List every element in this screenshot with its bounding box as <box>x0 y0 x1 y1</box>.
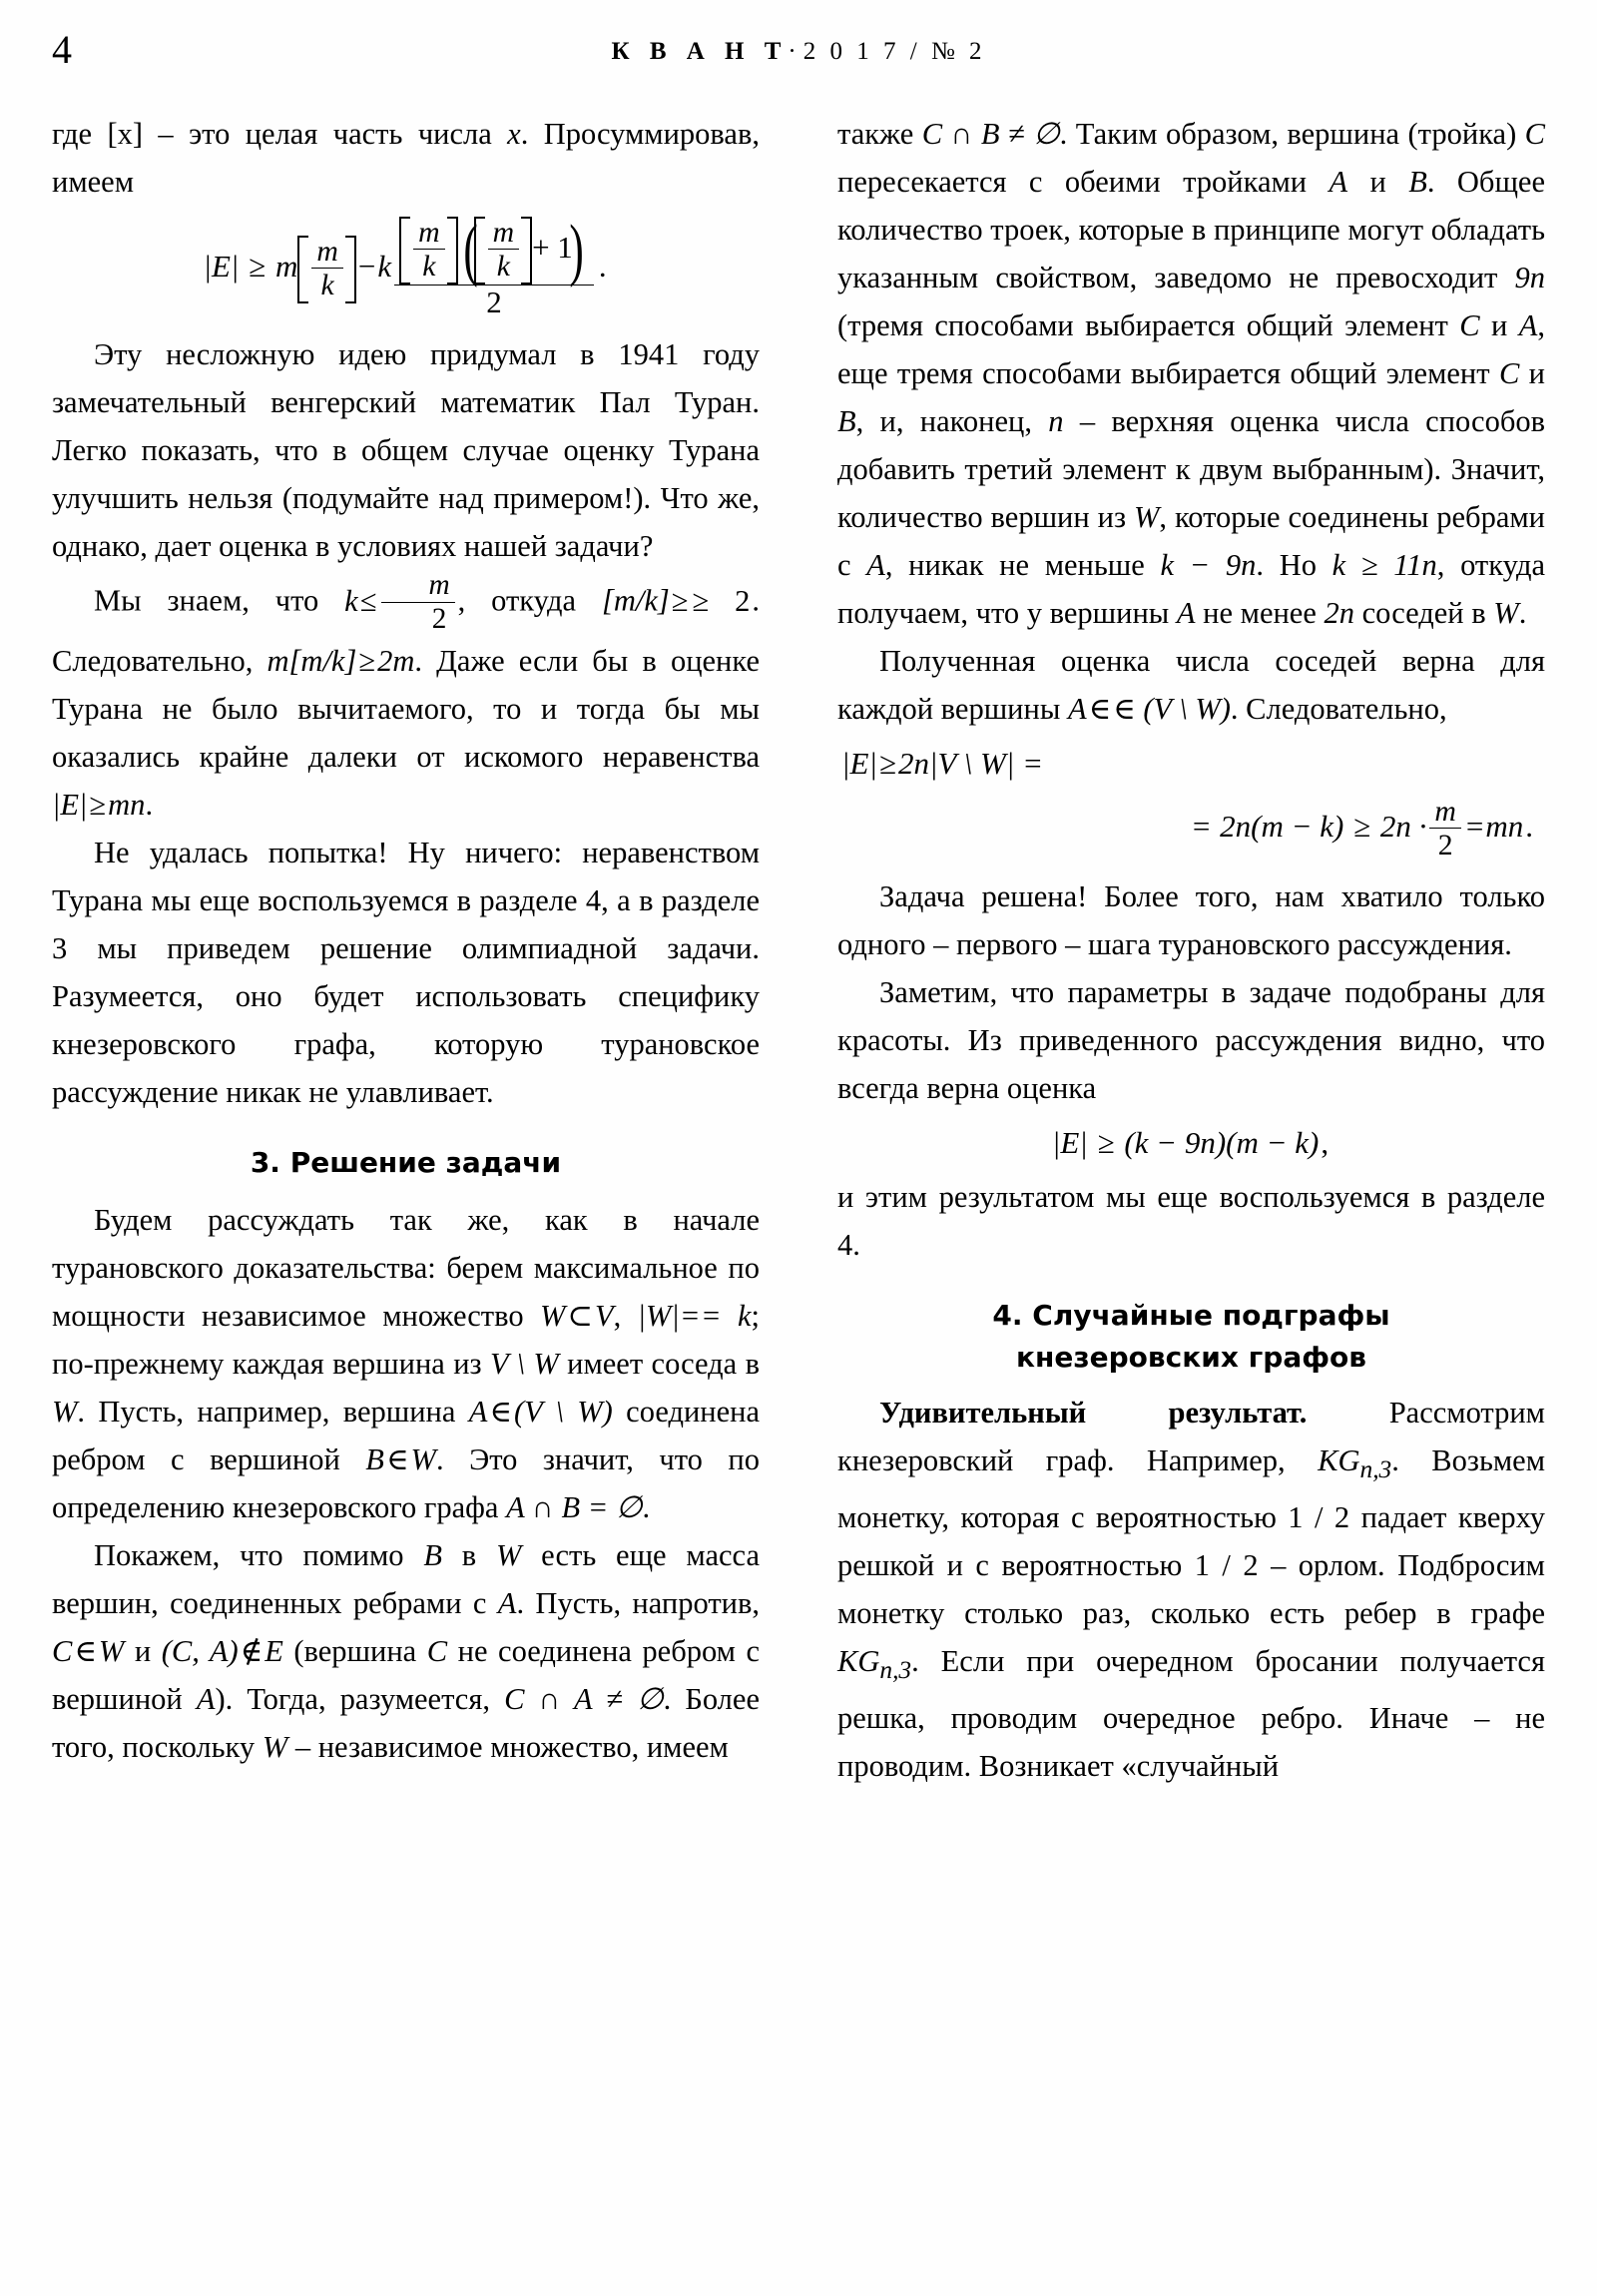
eq1-inner-num-a: m <box>418 216 440 249</box>
text-run: . Пусть, напротив, <box>516 1585 760 1620</box>
math-W3: W <box>410 1441 436 1476</box>
math-frac-num: m <box>428 569 450 602</box>
math-subset: ⊂ <box>567 1298 593 1333</box>
math-A: A <box>468 1394 488 1429</box>
eq3-rel: ≥ <box>1353 808 1371 844</box>
math-in4: ∈ <box>1088 692 1112 726</box>
math-A-cap-B: A ∩ B = ∅ <box>506 1489 643 1524</box>
equation-E-ge-2n <box>837 745 1545 784</box>
paragraph-show-more <box>52 1531 760 1771</box>
math-2m: 2m <box>377 643 415 678</box>
math-C4: C <box>1459 308 1480 342</box>
math-E: E <box>265 1633 283 1668</box>
math-pair-CA: (C, A) <box>161 1633 239 1668</box>
math-A6: A <box>866 548 885 582</box>
text-run: . Это значит, что по определению кнезеровского графа <box>52 1441 760 1524</box>
text-run: . Следовательно, <box>52 583 761 678</box>
text-run: – орлом. Подбросим монетку столько раз, сколько есть ребер в графе <box>837 1548 1545 1631</box>
math-ge3: ≥ <box>89 787 107 822</box>
math-mk-bracket: [m/k] <box>601 583 670 618</box>
math-eq-k: = k <box>701 1298 752 1333</box>
math-C-cap-A: C ∩ A ≠ ∅ <box>504 1681 664 1716</box>
text-run: . Если при очередном бросании получается решка, проводим очередное ребро. Иначе – не проводим. Возникает «случайный <box>837 1644 1545 1784</box>
eq4-lhs: |E| <box>1051 1125 1088 1161</box>
math-x-bracket: [x] <box>107 117 144 151</box>
text-run: Мы знаем, что <box>94 583 345 618</box>
page-number: 4 <box>52 27 72 72</box>
eq1-lhs: |E| <box>203 248 240 284</box>
text-run: ). Тогда, разумеется, <box>215 1681 505 1716</box>
text-run: Рассмотрим кнезеровский граф. Например, <box>837 1396 1545 1478</box>
right-column <box>837 110 1545 2266</box>
text-run: имеет соседа в <box>558 1346 761 1381</box>
text-run: в <box>441 1537 496 1572</box>
math-A7: A <box>1176 596 1196 630</box>
math-B4: B <box>837 404 856 438</box>
text-run: , еще тремя способами выбирается общий элемент <box>837 308 1545 390</box>
body-columns <box>52 110 1545 2266</box>
math-W8: W <box>1493 596 1519 630</box>
text-run: (вершина <box>282 1633 427 1668</box>
journal-name: К В А Н Т <box>611 38 789 65</box>
text-run: соединена ребром с вершиной <box>52 1394 761 1476</box>
text-run: , <box>613 1298 638 1333</box>
journal-title-line <box>52 27 1545 74</box>
text-run: и <box>1519 356 1545 390</box>
eq2-lhs: |E| <box>841 746 877 781</box>
math-m-mk: m[m/k] <box>266 643 357 678</box>
eq2-rhs: 2n|V \ W| = <box>898 746 1044 781</box>
eq1-frac-den: k <box>311 268 343 301</box>
text-run: . Просуммировав, имеем <box>52 117 760 199</box>
text-run: пересекается с обеими тройками <box>837 165 1330 199</box>
math-k: k <box>344 583 358 618</box>
math-V-minus-W2: (V \ W) <box>513 1394 613 1429</box>
eq3-frac-num: m <box>1434 794 1456 828</box>
math-half: 1 / 2 <box>1288 1500 1350 1535</box>
section-heading-3: 3. Решение задачи <box>250 1145 562 1179</box>
eq1-inner-den-b: k <box>488 249 520 283</box>
math-ge-two: ≥ 2 <box>692 583 751 618</box>
equation-2n-m-minus-k <box>837 796 1545 863</box>
math-V-minus-W: V \ W <box>490 1346 559 1381</box>
text-run: и <box>124 1633 162 1668</box>
text-run: Будем рассуждать так же, как в начале турановского доказательства: берем максимальное по мощности независимое множество <box>52 1202 760 1333</box>
math-in-V-minus-W: ∈ (V \ W) <box>1113 692 1231 726</box>
math-KG2: KG <box>837 1644 880 1679</box>
text-run: , откуда <box>457 583 602 618</box>
math-W5: W <box>98 1633 125 1668</box>
text-run: где <box>52 117 108 151</box>
math-n: n <box>1048 404 1064 438</box>
eq1-outer-num <box>394 217 594 285</box>
paragraph-parameters-beauty: Заметим, что параметры в задаче подобраны для красоты. Из приведенного рассуждения видно, что всегда верна оценка <box>837 975 1545 1106</box>
math-B: B <box>365 1441 384 1476</box>
math-A2: A <box>497 1585 517 1620</box>
math-k-minus-9n: k − 9n <box>1160 548 1257 582</box>
math-frac-den: 2 <box>381 602 454 636</box>
text-run: . Но <box>1256 548 1332 582</box>
eq2-rel: ≥ <box>878 746 896 781</box>
math-le: ≤ <box>359 583 377 618</box>
text-run: . Более того, поскольку <box>52 1681 760 1764</box>
math-A4: A <box>1329 165 1348 199</box>
math-C5: C <box>1498 356 1520 390</box>
math-A8: A <box>1067 692 1087 726</box>
math-C: C <box>52 1633 73 1668</box>
eq1-inner-den-a: k <box>413 249 445 283</box>
paragraph-obtained-estimate <box>837 637 1545 733</box>
math-2n: 2n <box>1324 596 1355 630</box>
math-C-cap-B: C ∩ B ≠ ∅ <box>921 117 1060 151</box>
header-separator: · <box>788 38 803 65</box>
issue-label: 2 0 1 7 / № 2 <box>802 38 986 65</box>
eq3-a: 2n(m − k) <box>1220 808 1344 844</box>
text-run: . Даже если бы в оценке Турана не было вычитаемого, то и тогда бы мы оказались крайне далеки от искомого неравенства <box>52 643 760 774</box>
math-KG2-sub: n,3 <box>879 1656 912 1685</box>
math-in2: ∈ <box>385 1441 409 1476</box>
math-abs-W: |W| <box>637 1298 680 1333</box>
text-run: . Возьмем монетку, которая с вероятностью <box>837 1443 1545 1535</box>
math-mn: mn <box>108 787 146 822</box>
text-run: . Таким образом, вершина (тройка) <box>1059 117 1525 151</box>
paragraph-failed-attempt: Не удалась попытка! Ну ничего: неравенством Турана мы еще воспользуемся в разделе 4, а в разделе 3 мы приведем решение олимпиадной задачи. Разумеется, оно будет использовать специфику кнезеровского графа, которую турановское рассуждение никак не улавливает. <box>52 835 760 1109</box>
math-W4: W <box>495 1537 522 1572</box>
text-run: ; по-прежнему каждая вершина из <box>52 1298 761 1381</box>
paragraph-problem-solved: Задача решена! Более того, нам хватило только одного – первого – шага турановского рассуждения. <box>837 879 1545 962</box>
text-run: , откуда получаем, что у вершины <box>837 548 1546 630</box>
math-ge: ≥ <box>671 583 689 618</box>
eq3-eq2: = <box>1465 808 1484 844</box>
section-heading-4-line1: 4. Случайные подграфы <box>992 1299 1390 1333</box>
eq1-m: m <box>274 248 298 284</box>
eq3-period: . <box>1525 808 1533 844</box>
text-run: . <box>145 787 154 822</box>
text-run: соседей в <box>1354 596 1494 630</box>
eq1-inner-num-b: ( m <box>492 216 515 249</box>
text-run: падает кверху решкой и с вероятностью <box>837 1500 1545 1583</box>
math-9n: 9n <box>1514 261 1545 294</box>
eq4-comma: , <box>1321 1125 1330 1161</box>
eq4-factor1: (k − 9n) <box>1124 1125 1227 1161</box>
math-half2: 1 / 2 <box>1194 1548 1259 1583</box>
text-run: также <box>837 117 922 151</box>
eq1-frac-num: m <box>316 234 338 268</box>
left-column <box>52 110 760 2266</box>
text-run: и <box>1347 165 1409 199</box>
paragraph-turan-history: Эту несложную идею придумал в 1941 году замечательный венгерский математик Пал Туран. Легко показать, что в общем случае оценку Турана улучшить нельзя (подумайте над примером!). Что же, однако, дает оценка в условиях нашей задачи? <box>52 337 760 564</box>
paragraph-use-in-section4: и этим результатом мы еще воспользуемся в разделе 4. <box>837 1180 1545 1263</box>
math-ge2: ≥ <box>358 643 376 678</box>
math-in: ∈ <box>489 1394 512 1429</box>
equation-general-bound <box>837 1124 1545 1163</box>
text-run: , и, наконец, <box>855 404 1049 438</box>
math-W2: W <box>52 1394 78 1429</box>
section-heading-4 <box>837 1295 1545 1379</box>
text-run: . <box>1518 596 1527 630</box>
text-run: , которые соединены ребрами с <box>837 500 1545 582</box>
math-abs-E: |E| <box>52 787 88 822</box>
math-KG-sub: n,3 <box>1359 1455 1392 1484</box>
text-run: . Общее количество троек, которые в принципе могут обладать указанным свойством, заведомо не превосходит <box>837 165 1546 294</box>
math-B2: B <box>423 1537 442 1572</box>
paragraph-solution-start <box>52 1196 760 1531</box>
math-B3: B <box>1408 165 1427 199</box>
text-run: – верхняя оценка числа способов добавить третий элемент к двум выбранным). Значит, количество вершин из <box>837 404 1545 534</box>
text-run: не соединена ребром с вершиной <box>52 1633 761 1716</box>
math-k-ge-11n: k ≥ 11n <box>1331 548 1437 582</box>
math-notin: ∉ <box>240 1633 264 1668</box>
eq1-minus: − <box>357 248 376 284</box>
text-run: – независимое множество, имеем <box>287 1729 729 1764</box>
math-A5: A <box>1518 308 1538 342</box>
math-W6: W <box>262 1729 288 1764</box>
paragraph-also <box>837 110 1545 637</box>
eq3-b: 2n · <box>1379 808 1427 844</box>
math-C3: C <box>1524 117 1546 151</box>
math-W7: W <box>1133 500 1160 534</box>
math-eq: = <box>681 1298 700 1333</box>
math-W: W <box>539 1298 566 1333</box>
equation-turan-bound <box>52 218 760 320</box>
text-run: и <box>1479 308 1519 342</box>
section-heading-4-line2: кнезеровских графов <box>1016 1341 1366 1375</box>
text-run: . <box>642 1489 651 1524</box>
eq3-frac-den: 2 <box>1429 828 1461 861</box>
lead-in-amazing-result: Удивительный результат. <box>879 1396 1308 1431</box>
eq1-bracket-mk <box>297 236 356 303</box>
text-run: , никак не меньше <box>884 548 1161 582</box>
math-KG: KG <box>1318 1443 1360 1478</box>
text-run: Покажем, что помимо <box>94 1537 424 1572</box>
text-run: (тремя способами выбирается общий элемент <box>837 308 1460 342</box>
eq1-outer-den: 2 <box>394 285 594 320</box>
eq1-k: k <box>377 248 392 284</box>
eq1-rel: ≥ <box>249 248 266 284</box>
eq3-c: mn <box>1485 808 1524 844</box>
text-run: есть еще масса вершин, соединенных ребрами с <box>52 1537 760 1620</box>
math-A3: A <box>196 1681 216 1716</box>
eq4-rel: ≥ <box>1097 1125 1115 1161</box>
text-run: – это целая часть числа <box>143 117 508 151</box>
text-run: Полученная оценка числа соседей верна для каждой вершины <box>837 644 1545 726</box>
paragraph-where <box>52 110 760 206</box>
running-head <box>52 28 1545 72</box>
math-x: x <box>507 117 521 151</box>
eq4-factor2: (m − k) <box>1226 1125 1320 1161</box>
math-V: V <box>594 1298 614 1333</box>
eq1-period: . <box>598 248 607 284</box>
math-in3: ∈ <box>74 1633 97 1668</box>
eq1-plus-one: + 1 <box>532 229 573 265</box>
text-run: . Пусть, например, вершина <box>77 1394 469 1429</box>
text-run: не менее <box>1195 596 1325 630</box>
paragraph-amazing-result <box>837 1389 1545 1790</box>
math-C2: C <box>426 1633 448 1668</box>
paragraph-we-know <box>52 570 760 829</box>
text-run: . Следовательно, <box>1230 692 1447 726</box>
eq3-eq: = <box>1192 808 1211 844</box>
